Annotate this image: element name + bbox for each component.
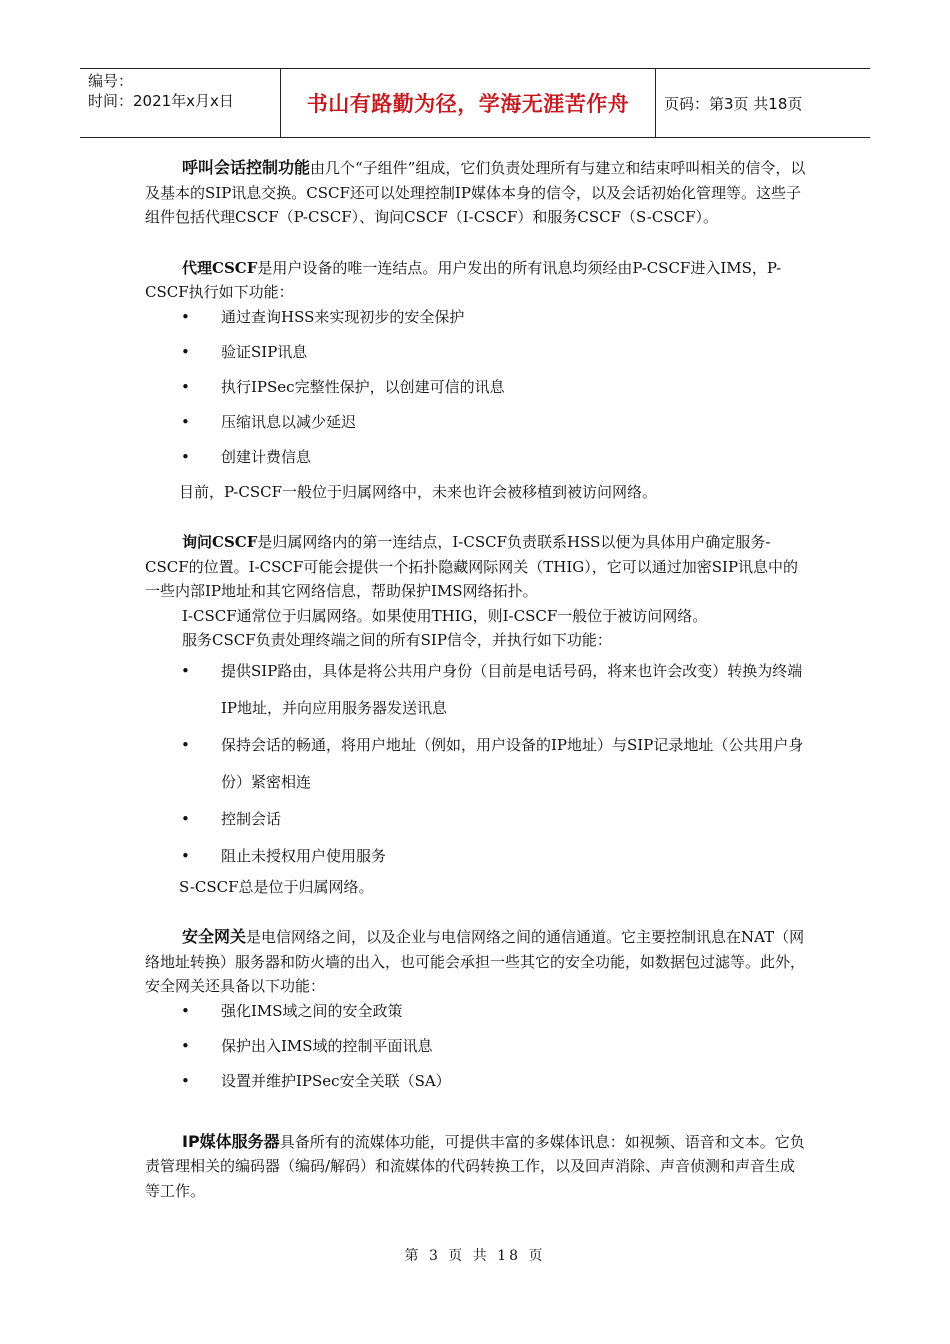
bullet-icon: • [181, 661, 190, 680]
p-cscf-function-list [145, 305, 807, 480]
list-item: • 压缩讯息以减少延迟 [145, 410, 807, 445]
s-cscf-intro: 服务CSCF负责处理终端之间的所有SIP信令，并执行如下功能： [182, 631, 612, 649]
list-item: • 提供SIP路由，具体是将公共用户身份（目前是电话号码，将来也许会改变）转换为终端IP地址，并向应用服务器发送讯息 [145, 653, 807, 727]
bullet-icon: • [181, 447, 190, 466]
p-cscf-text: 是用户设备的唯一连结点。用户发出的所有讯息均须经由P-CSCF进入IMS，P-CSCF执行如下功能： [145, 258, 782, 301]
page-footer: 第 3 页 共 18 页 [404, 1248, 546, 1264]
media-server-term: IP媒体服务器 [182, 1131, 280, 1151]
list-item: • 控制会话 [145, 801, 807, 838]
bullet-icon: • [181, 1036, 190, 1055]
page-header [80, 68, 870, 138]
s-cscf-function-list [145, 653, 807, 875]
header-motto: 书山有路勤为径，学海无涯苦作舟 [306, 92, 630, 116]
bullet-icon: • [181, 377, 190, 396]
security-gateway-paragraph [145, 925, 807, 999]
call-control-term: 呼叫会话控制功能 [182, 158, 311, 177]
security-gateway-text: 是电信网络之间，以及企业与电信网络之间的通信通道。它主要控制讯息在NAT（网络地址转换）服务器和防火墙的出入，也可能会承担一些其它的安全功能，如数据包过滤等。此外，安全网关还具备以下功能： [145, 928, 806, 995]
p-cscf-term: 代理CSCF [182, 258, 258, 277]
list-item: • 通过查询HSS来实现初步的安全保护 [145, 305, 807, 340]
call-control-text: 由几个“子组件”组成，它们负责处理所有与建立和结束呼叫相关的信令，以及基本的SIP讯息交换。CSCF还可以处理控制IP媒体本身的信令，以及会话初始化管理等。这些子组件包括代理CSCF（P-CSCF）、询问CSCF（I-CSCF）和服务CSCF（S-CSCF）。 [145, 159, 806, 226]
call-control-paragraph [145, 156, 807, 230]
list-item: • 保持会话的畅通，将用户地址（例如，用户设备的IP地址）与SIP记录地址（公共用户身份）紧密相连 [145, 727, 807, 801]
i-cscf-location: I-CSCF通常位于归属网络。如果使用THIG，则I-CSCF一般位于被访问网络。 [182, 606, 708, 625]
i-cscf-term: 询问CSCF [182, 533, 258, 551]
header-motto-cell [281, 69, 656, 137]
media-server-text: 具备所有的流媒体功能，可提供丰富的多媒体讯息：如视频、语音和文本。它负责管理相关的编码器（编码/解码）和流媒体的代码转换工作，以及回声消除、声音侦测和声音生成等工作。 [145, 1132, 805, 1200]
header-meta [80, 69, 281, 137]
list-item: • 强化IMS域之间的安全政策 [145, 999, 807, 1034]
time-label: 时间：2021年x月x日 [88, 92, 234, 110]
bullet-icon: • [181, 307, 190, 326]
header-page-info: 页码：第3页 共18页 [664, 94, 803, 113]
list-item: • 设置并维护IPSec安全关联（SA） [145, 1069, 807, 1104]
i-cscf-text: 是归属网络内的第一连结点，I-CSCF负责联系HSS以便为具体用户确定服务-CSCF的位置。I-CSCF可能会提供一个拓扑隐藏网际网关（THIG），它可以通过加密SIP讯息中的一些内部IP地址和其它网络信息，帮助保护IMS网络拓扑。 [145, 533, 799, 600]
p-cscf-note: 目前，P-CSCF一般位于归属网络中，未来也许会被移植到被访问网络。 [179, 482, 657, 501]
s-cscf-note: S-CSCF总是位于归属网络。 [179, 877, 374, 896]
document-body [145, 156, 807, 1203]
security-gateway-function-list [145, 999, 807, 1104]
list-item: • 保护出入IMS域的控制平面讯息 [145, 1034, 807, 1069]
security-gateway-term: 安全网关 [182, 927, 247, 946]
bullet-icon: • [181, 809, 190, 828]
bullet-icon: • [181, 342, 190, 361]
list-item: • 验证SIP讯息 [145, 340, 807, 375]
list-item: • 阻止未授权用户使用服务 [145, 838, 807, 875]
number-label: 编号： [88, 72, 134, 90]
p-cscf-paragraph [145, 256, 807, 305]
bullet-icon: • [181, 735, 190, 754]
bullet-icon: • [181, 1071, 190, 1090]
media-server-paragraph [145, 1130, 807, 1204]
i-cscf-paragraph [145, 530, 807, 604]
list-item: • 创建计费信息 [145, 445, 807, 480]
bullet-icon: • [181, 846, 190, 865]
bullet-icon: • [181, 412, 190, 431]
bullet-icon: • [181, 1001, 190, 1020]
list-item: • 执行IPSec完整性保护，以创建可信的讯息 [145, 375, 807, 410]
